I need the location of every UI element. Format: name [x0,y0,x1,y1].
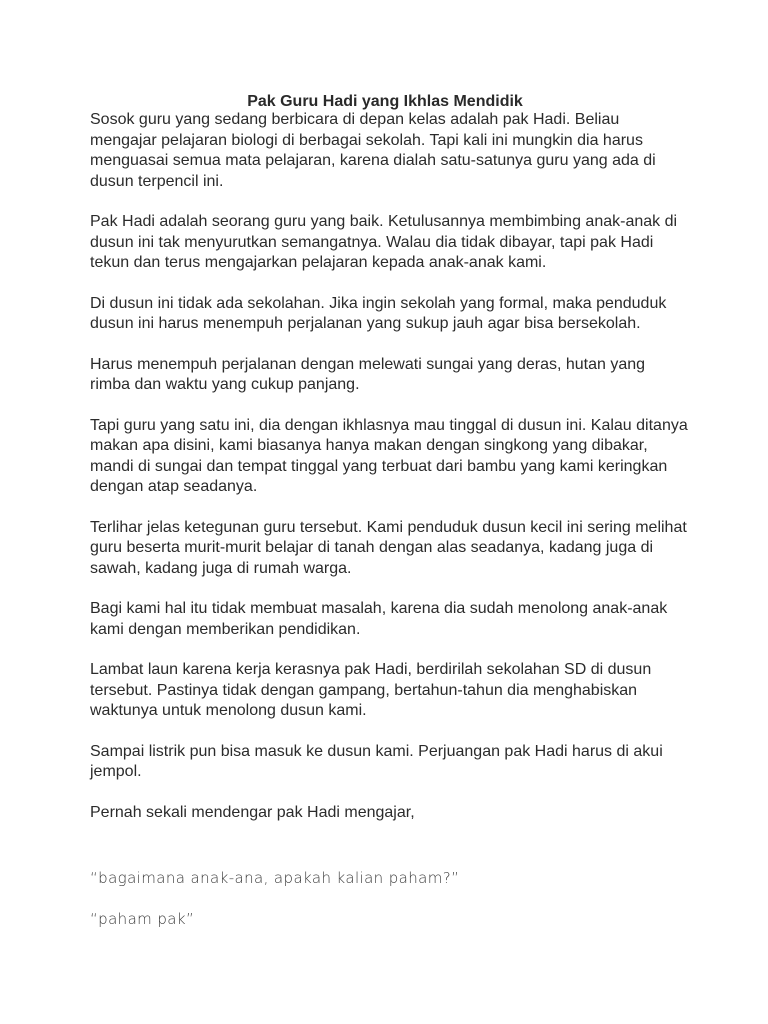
document-body [90,110,688,843]
dialogue-quote: “paham pak” [90,910,195,928]
paragraph: Terlihar jelas ketegunan guru tersebut. Kami penduduk dusun kecil ini sering melihat guru beserta murit-murit belajar di tanah dengan alas seadanya, kadang juga di sawah, kadang juga di rumah warga. [90,518,687,577]
paragraph: Sosok guru yang sedang berbicara di depan kelas adalah pak Hadi. Beliau mengajar pelajaran biologi di berbagai sekolah. Tapi kali ini mungkin dia harus menguasai semua mata pelajaran, karena dialah satu-satunya guru yang ada di dusun terpencil ini. [90,111,656,190]
paragraph: Harus menempuh perjalanan dengan melewati sungai yang deras, hutan yang rimba dan waktu yang cukup panjang. [90,355,646,393]
paragraph: Lambat laun karena kerja kerasnya pak Hadi, berdirilah sekolahan SD di dusun tersebut. Pastinya tidak dengan gampang, bertahun-tahun dia menghabiskan waktunya untuk menolong dusun kami. [90,661,652,719]
paragraph: Bagi kami hal itu tidak membuat masalah, karena dia sudah menolong anak-anak kami dengan memberikan pendidikan. [90,600,668,638]
paragraph: Di dusun ini tidak ada sekolahan. Jika ingin sekolah yang formal, maka penduduk dusun ini harus menempuh perjalanan yang sukup jauh agar bisa bersekolah. [90,294,667,332]
paragraph: Pak Hadi adalah seorang guru yang baik. Ketulusannya membimbing anak-anak di dusun ini tak menyurutkan semangatnya. Walau dia tidak dibayar, tapi pak Hadi tekun dan terus mengajarkan pelajaran kepada anak-anak kami. [90,213,678,271]
paragraph: Tapi guru yang satu ini, dia dengan ikhlasnya mau tinggal di dusun ini. Kalau ditanya makan apa disini, kami biasanya hanya makan dengan singkong yang dibakar, mandi di sungai dan tempat tinggal yang terbuat dari bambu yang kami keringkan dengan atap seadanya. [90,416,688,495]
document-title: Pak Guru Hadi yang Ikhlas Mendidik [247,93,523,110]
dialogue-quote: “bagaimana anak-ana, apakah kalian paham?” [90,869,460,887]
paragraph: Pernah sekali mendengar pak Hadi mengajar, [90,803,415,821]
paragraph: Sampai listrik pun bisa masuk ke dusun kami. Perjuangan pak Hadi harus di akui jempol. [90,742,663,780]
